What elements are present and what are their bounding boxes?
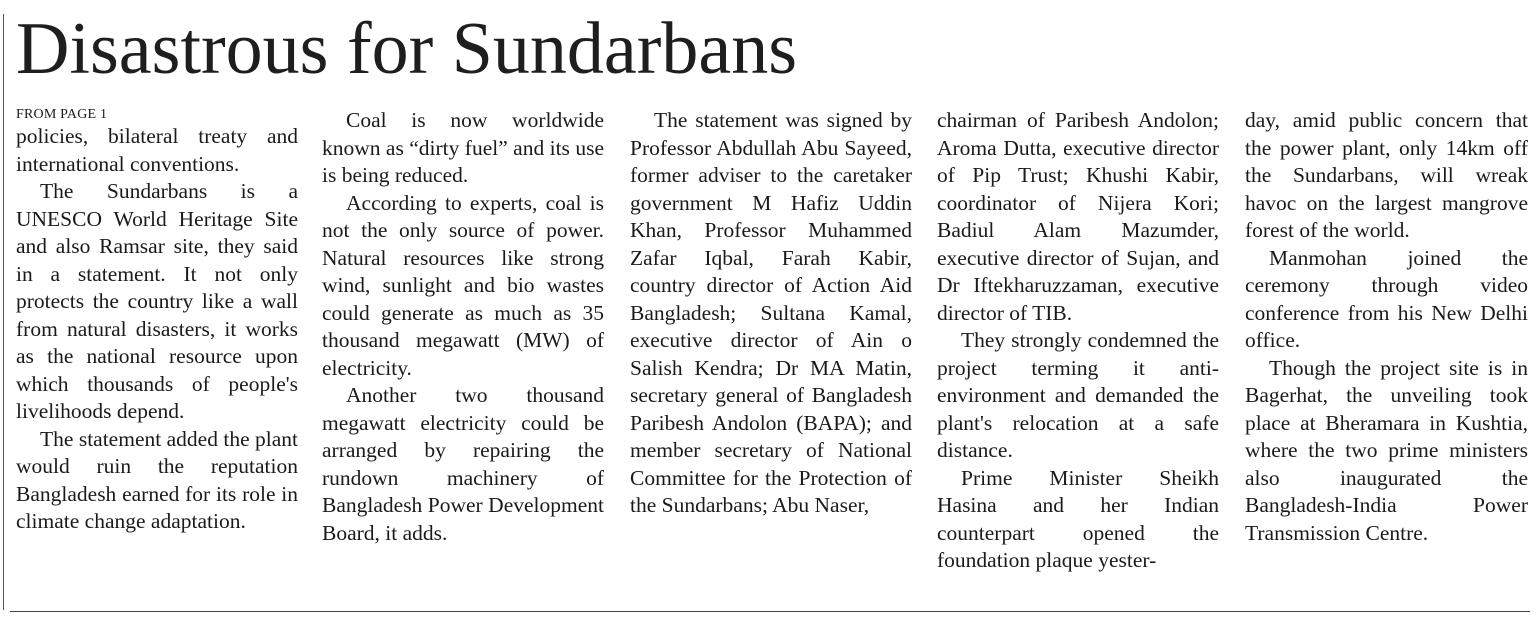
- paragraph: Though the project site is in Bagerhat, the unveiling took place at Bheramara in Kushtia, where the two prime ministers also inaugurated the Bangladesh-India Power Transmission Centre.: [1245, 355, 1528, 545]
- paragraph: Manmohan joined the ceremony through video conference from his New Delhi office.: [1245, 245, 1528, 352]
- left-column-rule: [3, 14, 4, 610]
- paragraph: The statement added the plant would ruin the reputation Bangladesh earned for its role in climate change adaptation.: [16, 426, 298, 533]
- paragraph: chairman of Paribesh Andolon; Aroma Dutta, executive director of Pip Trust; Khushi Kabir, coordinator of Nijera Kori; Badiul Alam Mazumder, executive director of Sujan, and Dr Iftekharuzzaman, executive director of TIB.: [937, 108, 1219, 325]
- paragraph: Another two thousand megawatt electricity could be arranged by repairing the rundown machinery of Bangladesh Power Development Board, it adds.: [322, 383, 604, 545]
- paragraph: According to experts, coal is not the only source of power. Natural resources like strong wind, sunlight and bio wastes could generate as much as 35 thousand megawatt (MW) of electricity.: [322, 190, 604, 380]
- paragraph: The statement was signed by Professor Abdullah Abu Sayeed, former adviser to the caretaker government M Hafiz Uddin Khan, Professor Muhammed Zafar Iqbal, Farah Kabir, country director of Action Aid Bangladesh; Sultana Kamal, executive director of Ain o Salish Kendra; Dr MA Matin, secretary general of Bangladesh Paribesh Andolon (BAPA); and member secretary of National Committee for the Protection of the Sundarbans; Abu Naser,: [630, 108, 912, 517]
- paragraph: Coal is now worldwide known as “dirty fuel” and its use is being reduced.: [322, 108, 604, 187]
- article-column-1: [16, 107, 298, 536]
- article-column-2: [322, 107, 604, 547]
- headline: Disastrous for Sundarbans: [16, 8, 798, 90]
- paragraph: day, amid public concern that the power plant, only 14km off the Sundarbans, will wreak havoc on the largest mangrove forest of the world.: [1245, 108, 1528, 242]
- paragraph: Prime Minister Sheikh Hasina and her Indian counterpart opened the foundation plaque yester-: [937, 465, 1219, 572]
- continuation-kicker: FROM PAGE 1: [16, 107, 108, 122]
- article-column-5: [1245, 107, 1528, 547]
- paragraph: The Sundarbans is a UNESCO World Heritage Site and also Ramsar site, they said in a statement. It not only protects the country like a wall from natural disasters, it works as the national resource upon which thousands of people's livelihoods depend.: [16, 179, 298, 423]
- paragraph: They strongly condemned the project terming it anti-environment and demanded the plant's relocation at a safe distance.: [937, 328, 1219, 462]
- article-column-4: [937, 107, 1219, 575]
- paragraph: policies, bilateral treaty and international conventions.: [16, 124, 298, 176]
- article-column-3: [630, 107, 912, 520]
- bottom-rule: [10, 611, 1530, 612]
